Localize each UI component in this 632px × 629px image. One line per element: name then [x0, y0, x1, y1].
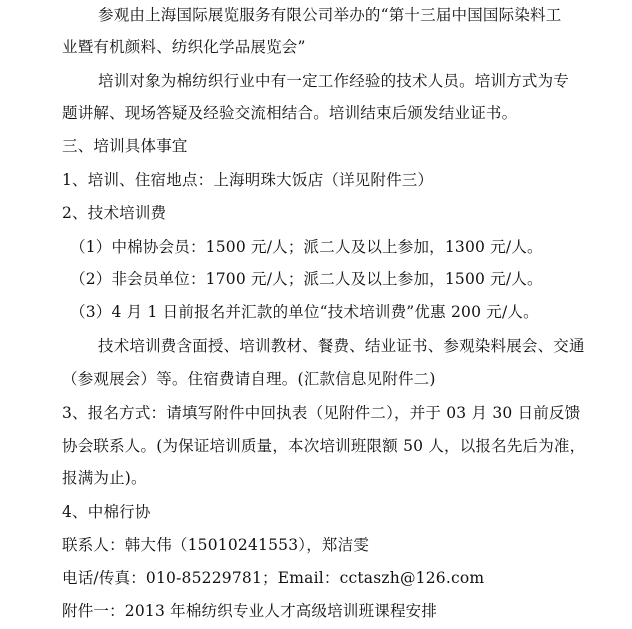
contact-phone-email: 电话/传真：010-85229781；Email：cctaszh@126.com	[62, 569, 485, 587]
association-heading: 4、中棉行协	[62, 503, 151, 521]
fee-heading: 2、技术培训费	[62, 204, 167, 222]
training-paragraph-line-2: 题讲解、现场答疑及经验交流相结合。培训结束后颁发结业证书。	[62, 104, 518, 122]
fee-discount: （3）4 月 1 日前报名并汇款的单位“技术培训费”优惠 200 元/人。	[70, 303, 539, 321]
fee-member: （1）中棉协会员：1500 元/人；派二人及以上参加，1300 元/人。	[70, 238, 543, 256]
fee-note-line-2: （参观展会）等。住宿费请自理。(汇款信息见附件二)	[62, 370, 436, 388]
registration-line-3: 报满为止)。	[62, 469, 147, 487]
fee-note-line-1: 技术培训费含面授、培训教材、餐费、结业证书、参观染料展会、交通	[98, 337, 585, 355]
intro-paragraph-line-1: 参观由上海国际展览服务有限公司举办的“第十三届中国国际染料工	[98, 6, 562, 24]
fee-nonmember: （2）非会员单位：1700 元/人；派二人及以上参加，1500 元/人。	[70, 270, 543, 288]
contact-person: 联系人：韩大伟（15010241553），郑洁雯	[62, 536, 370, 554]
registration-line-2: 协会联系人。(为保证培训质量，本次培训班限额 50 人，以报名先后为准，	[62, 437, 586, 455]
intro-paragraph-line-2: 业暨有机颜料、纺织化学品展览会”	[62, 38, 306, 56]
location-item: 1、培训、住宿地点：上海明珠大饭店（详见附件三）	[62, 171, 434, 189]
registration-line-1: 3、报名方式：请填写附件中回执表（见附件二），并于 03 月 30 日前反馈	[62, 404, 581, 422]
training-paragraph-line-1: 培训对象为棉纺织行业中有一定工作经验的技术人员。培训方式为专	[98, 72, 570, 90]
attachment-one: 附件一：2013 年棉纺织专业人才高级培训班课程安排	[62, 602, 438, 620]
section-heading: 三、培训具体事宜	[62, 137, 188, 155]
